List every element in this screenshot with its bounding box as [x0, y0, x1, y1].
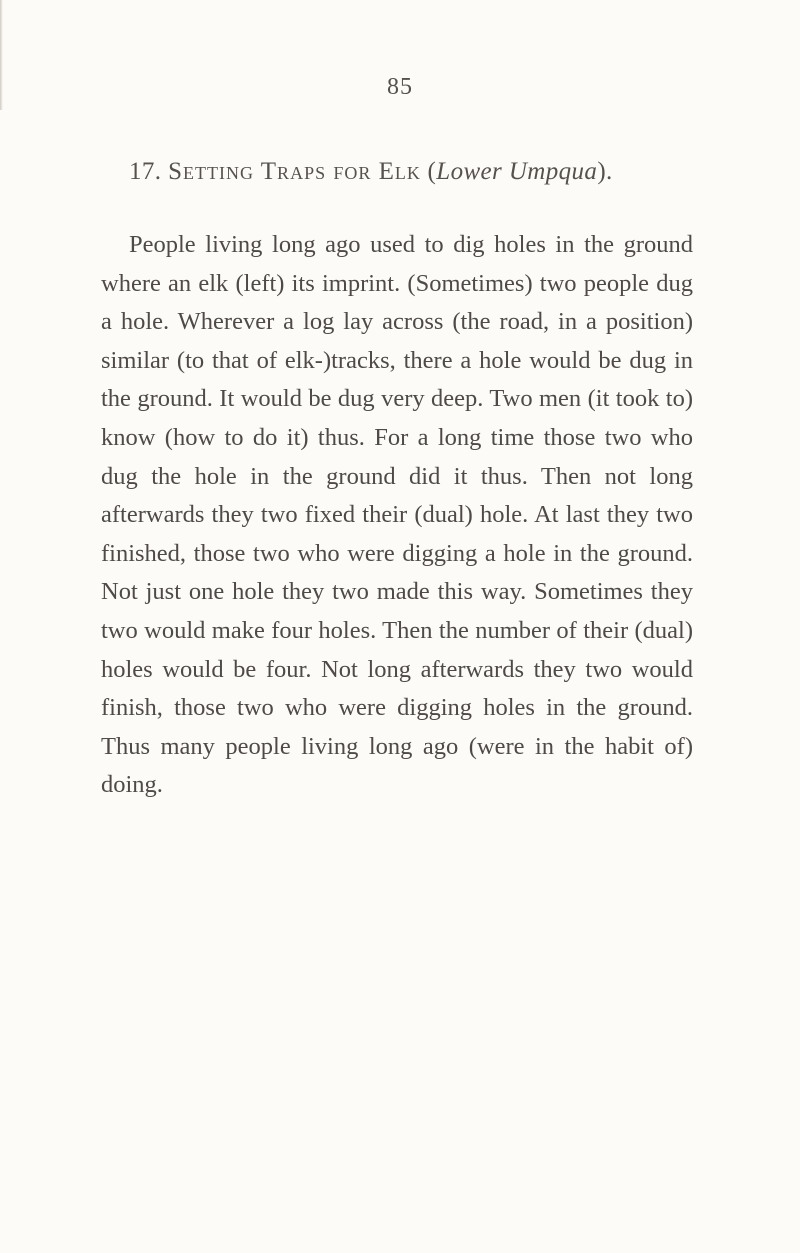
heading-open-paren: ( — [427, 158, 437, 185]
section-number: 17. — [129, 158, 162, 185]
heading-close-paren: ). — [597, 158, 613, 185]
section-heading — [129, 158, 613, 186]
page-number: 85 — [387, 74, 413, 100]
section-title: Setting Traps for Elk — [168, 158, 421, 185]
section-location: Lower Umpqua — [436, 158, 598, 185]
body-paragraph: People living long ago used to dig holes in the ground where an elk (left) its imprint. (Sometimes) two people dug a hole. Wherever a log lay across (the road, in a position) similar (to that of elk-)tracks, there a hole would be dug in the ground. It would be dug very deep. Two men (it took to) know (how to do it) thus. For a long time those two who dug the hole in the ground did it thus. Then not long afterwards they two fixed their (dual) hole. At last they two finished, those two who were digging a hole in the ground. Not just one hole they two made this way. Sometimes they two would make four holes. Then the number of their (dual) holes would be four. Not long afterwards they two would finish, those two who were digging holes in the ground. Thus many people living long ago (were in the habit of) doing. — [101, 231, 693, 799]
